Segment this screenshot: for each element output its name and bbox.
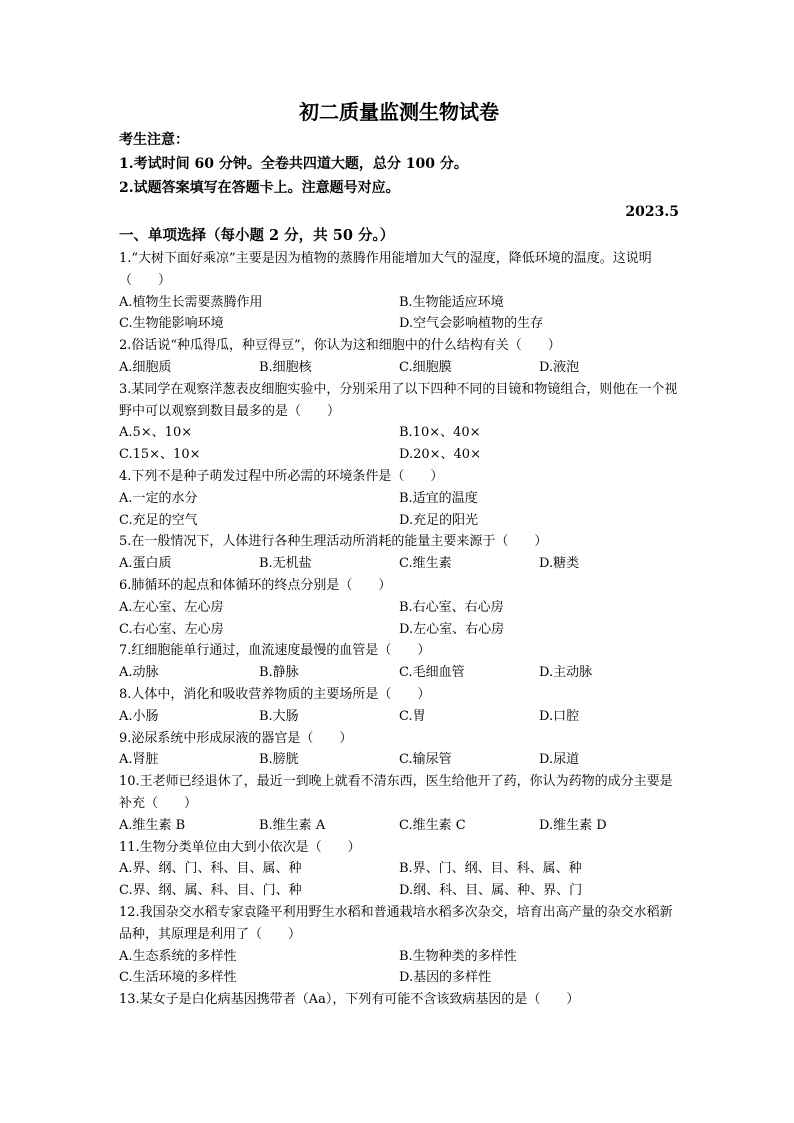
question (119, 837, 679, 859)
option-a: A.维生素 B (119, 817, 186, 833)
option-row (119, 662, 679, 684)
option-a: A.界、纲、门、科、目、属、种 (119, 861, 302, 877)
question (119, 379, 679, 423)
option-d: D.纲、科、目、属、种、界、门 (399, 883, 583, 899)
option-c: C.维生素 (399, 556, 452, 572)
option-row (119, 597, 679, 619)
option-b: B.生物种类的多样性 (399, 948, 517, 964)
option-a: A.小肠 (119, 708, 159, 724)
option-a: A.左心室、左心房 (119, 599, 224, 615)
option-row (119, 946, 679, 968)
option-d: D.基因的多样性 (399, 970, 492, 986)
option-c: C.细胞膜 (399, 359, 452, 375)
option-b: B.适宜的温度 (399, 490, 478, 506)
question (119, 335, 679, 357)
option-d: D.液泡 (539, 359, 580, 375)
question-text: 2.俗话说“种瓜得瓜，种豆得豆”，你认为这和细胞中的什么结构有关（ ） (119, 338, 561, 354)
option-b: B.细胞核 (259, 359, 312, 375)
question (119, 640, 679, 662)
option-row (119, 553, 679, 575)
question-text: 3.某同学在观察洋葱表皮细胞实验中，分别采用了以下四种不同的目镜和物镜组合，则他在一个视野中可以观察到数目最多的是（ ） (119, 381, 678, 419)
option-c: C.维生素 C (399, 817, 466, 833)
option-a: A.动脉 (119, 665, 159, 681)
notice-item: 1.考试时间 60 分钟。全卷共四道大题，总分 100 分。 (119, 156, 468, 172)
option-a: A.植物生长需要蒸腾作用 (119, 294, 263, 310)
section-heading: 一、单项选择（每小题 2 分，共 50 分。） (119, 227, 395, 244)
question-text: 5.在一般情况下，人体进行各种生理活动所消耗的能量主要来源于（ ） (119, 534, 548, 550)
option-c: C.界、纲、属、科、目、门、种 (119, 883, 302, 899)
option-c: C.输尿管 (399, 752, 452, 768)
option-row (119, 619, 679, 641)
question (119, 771, 679, 815)
option-d: D.口腔 (539, 708, 580, 724)
option-c: C.胃 (399, 708, 426, 724)
question (119, 728, 679, 750)
option-b: B.膀胱 (259, 752, 299, 768)
option-b: B.静脉 (259, 665, 299, 681)
option-row (119, 815, 679, 837)
option-row (119, 749, 679, 771)
question (119, 466, 679, 488)
question (119, 989, 679, 1011)
option-row (119, 706, 679, 728)
option-a: A.细胞质 (119, 359, 172, 375)
option-c: C.右心室、左心房 (119, 621, 224, 637)
option-c: C.生物能影响环境 (119, 316, 224, 332)
question-text: 12.我国杂交水稻专家袁隆平利用野生水稻和普通栽培水稻多次杂交，培育出高产量的杂交水稻新品种，其原理是利用了（ ） (119, 904, 673, 942)
question-text: 1.“大树下面好乘凉”主要是因为植物的蒸腾作用能增加大气的湿度，降低环境的温度。这说明（ ） (119, 251, 652, 288)
option-row (119, 422, 679, 444)
option-a: A.一定的水分 (119, 490, 198, 506)
option-c: C.15×、10× (119, 447, 201, 463)
option-d: D.空气会影响植物的生存 (399, 316, 544, 332)
option-a: A.肾脏 (119, 752, 159, 768)
question (119, 575, 679, 597)
exam-page (119, 96, 679, 1011)
question (119, 684, 679, 706)
option-d: D.主动脉 (539, 665, 593, 681)
page-title: 初二质量监测生物试卷 (299, 100, 499, 124)
option-row (119, 967, 679, 989)
question (119, 248, 679, 292)
question (119, 531, 679, 553)
question-text: 10.王老师已经退休了，最近一到晚上就看不清东西，医生给他开了药，你认为药物的成分主要是补充（ ） (119, 774, 673, 811)
option-d: D.维生素 D (539, 817, 607, 833)
option-row (119, 444, 679, 466)
option-b: B.大肠 (259, 708, 299, 724)
option-b: B.无机盐 (259, 556, 312, 572)
option-d: D.尿道 (539, 752, 580, 768)
question-text: 7.红细胞能单行通过，血流速度最慢的血管是（ ） (119, 643, 431, 659)
option-a: A.生态系统的多样性 (119, 948, 237, 964)
option-d: D.左心室、右心房 (399, 621, 505, 637)
option-row (119, 357, 679, 379)
option-a: A.5×、10× (119, 425, 193, 441)
exam-date: 2023.5 (625, 204, 679, 220)
question-text: 6.肺循环的起点和体循环的终点分别是（ ） (119, 577, 392, 593)
question-text: 11.生物分类单位由大到小依次是（ ） (119, 839, 361, 855)
option-a: A.蛋白质 (119, 556, 172, 572)
option-d: D.充足的阳光 (399, 512, 479, 528)
notice-item: 2.试题答案填写在答题卡上。注意题号对应。 (119, 180, 400, 196)
option-d: D.糖类 (539, 556, 580, 572)
option-row (119, 313, 679, 335)
option-c: C.生活环境的多样性 (119, 970, 237, 986)
option-row (119, 292, 679, 314)
option-row (119, 858, 679, 880)
option-c: C.充足的空气 (119, 512, 198, 528)
option-row (119, 880, 679, 902)
question-text: 9.泌尿系统中形成尿液的器官是（ ） (119, 730, 353, 746)
question-text: 13.某女子是白化病基因携带者（Aa），下列有可能不含该致病基因的是（ ） (119, 992, 580, 1008)
option-b: B.生物能适应环境 (399, 294, 504, 310)
option-c: C.毛细血管 (399, 665, 465, 681)
option-b: B.界、门、纲、目、科、属、种 (399, 861, 582, 877)
option-row (119, 510, 679, 532)
question (119, 902, 679, 946)
option-d: D.20×、40× (399, 447, 481, 463)
question-text: 4.下列不是种子萌发过程中所必需的环境条件是（ ） (119, 468, 444, 484)
question-text: 8.人体中，消化和吸收营养物质的主要场所是（ ） (119, 686, 431, 702)
option-row (119, 488, 679, 510)
option-b: B.维生素 A (259, 817, 326, 833)
option-b: B.10×、40× (399, 425, 481, 441)
option-b: B.右心室、右心房 (399, 599, 504, 615)
notice-heading: 考生注意： (119, 132, 189, 148)
